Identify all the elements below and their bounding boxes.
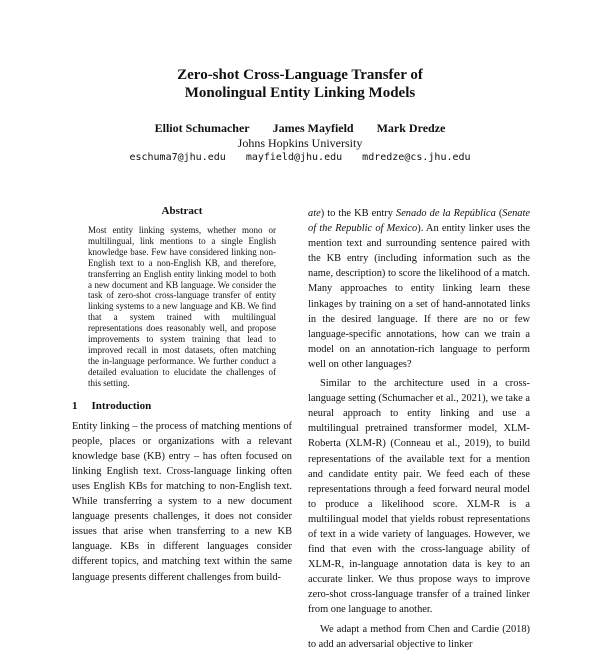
- title-line-1: Zero-shot Cross-Language Transfer of: [177, 67, 423, 83]
- text-fragment: ) to the KB entry: [320, 208, 396, 219]
- italic-fragment: Senate of the Republic of Mexico: [308, 208, 530, 235]
- right-column: [308, 206, 530, 652]
- intro-paragraph: Entity linking – the process of matching mentions of people, places or organizations with a relevant knowledge base (KB) entry – has often focused on linking English text. Cross-language linking often uses English KBs for matching to non-English text. While transferring a system to a new document language presents challenges, it does not consider issues that arise when transferring to a new KB language. KBs in different languages consider different topics, and matching text within the same language presents different challenges from build-: [72, 420, 292, 583]
- italic-fragment: Senado de la República: [396, 208, 496, 219]
- author-name: James Mayfield: [272, 121, 354, 135]
- author-email: eschuma7@jhu.edu: [129, 152, 226, 163]
- section-number: 1: [72, 399, 78, 412]
- author-email: mdredze@cs.jhu.edu: [362, 152, 471, 163]
- email-list: [0, 151, 600, 165]
- left-column: [72, 204, 292, 585]
- section-heading: [72, 399, 292, 413]
- author-name: Elliot Schumacher: [154, 121, 250, 135]
- title-line-2: Monolingual Entity Linking Models: [184, 85, 416, 101]
- italic-fragment: ate: [308, 208, 321, 219]
- paragraph: We adapt a method from Chen and Cardie (2018) to add an adversarial objective to linker: [308, 623, 530, 650]
- author-name: Mark Dredze: [376, 121, 446, 135]
- abstract-text: Most entity linking systems, whether mono or multilingual, link mentions to a single English knowledge base. Few have considered linking non-English text to a non-English KB, and therefore, transferring an English entity linking model to both a new document and KB language. We consider the task of zero-shot cross-language transfer of entity linking systems to a new language and KB. We find that a system trained with multilingual representations does reasonably well, and propose improvements to system training that lead to improved recall in most datasets, often matching the in-language performance. We further conduct a detailed evaluation to elucidate the challenges of this setting.: [88, 225, 276, 388]
- paragraph: Similar to the architecture used in a cross-language setting (Schumacher et al., 2021), we take a neural approach to entity linking and use a multilingual pretrained transformer model, XLM-Roberta (XLM-R) (Conneau et al., 2019), to build representations of the available text for a mention and candidate entity pair. We feed each of these representations through a feed forward neural model to produce a likelihood score. XLM-R is a multilingual model that yields robust representations of text in a wide variety of languages. However, we find that even with the cross-language ability of XLM-R, in-language annotation data is key to an accurate linker. We thus propose ways to improve zero-shot cross-language transfer of a trained linker from one language to another.: [308, 378, 530, 616]
- author-email: mayfield@jhu.edu: [245, 152, 343, 163]
- continued-paragraph: [308, 206, 530, 372]
- text-fragment: (: [495, 208, 503, 219]
- paper-title: [0, 66, 600, 102]
- text-fragment: ). An entity linker uses the mention text and surrounding sentence paired with the KB entry (including information such as the name, description) to score the likelihood of a match. Many approaches to entity linking learn these linkages by training on a set of hand-annotated links in the desired language. If there are no or few language-specific annotations, how can we train a model on an annotation-rich language to perform well on other languages?: [308, 223, 530, 370]
- author-list: [0, 121, 600, 135]
- section-title: Introduction: [91, 399, 152, 412]
- affiliation: Johns Hopkins University: [237, 136, 363, 150]
- abstract-heading: Abstract: [161, 205, 203, 217]
